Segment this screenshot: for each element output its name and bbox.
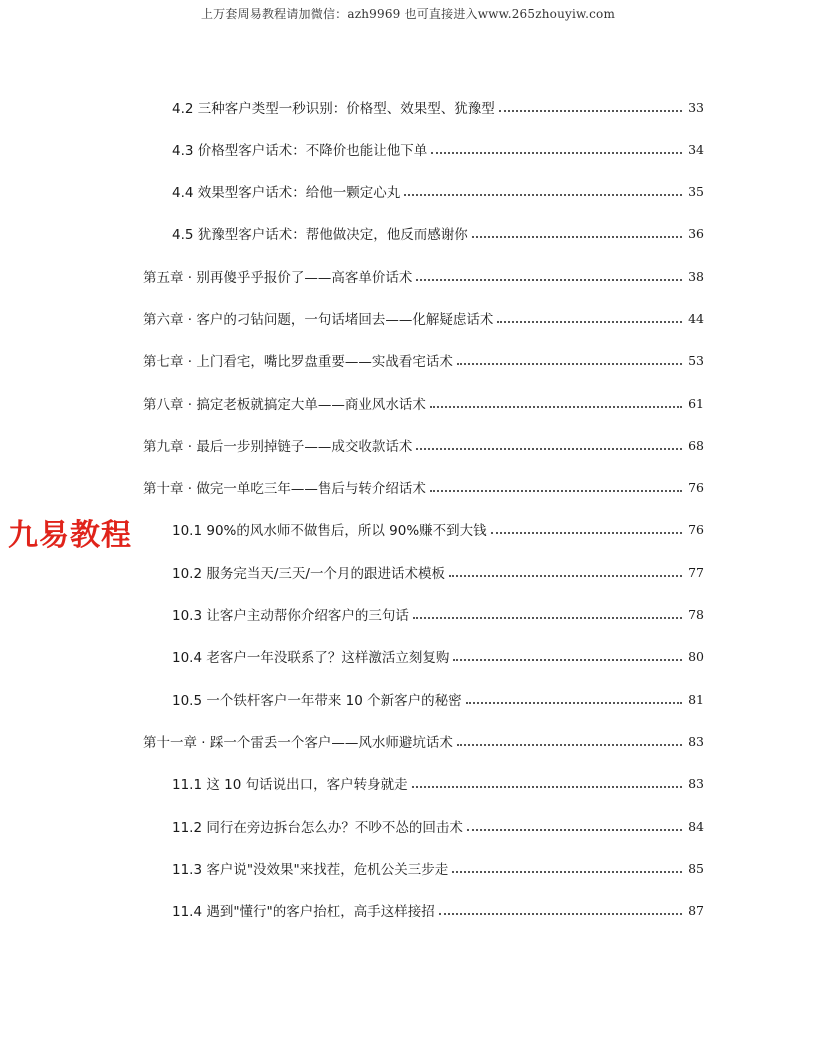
toc-dot-leader — [452, 871, 682, 873]
toc-dot-leader — [404, 194, 682, 196]
toc-entry[interactable] — [143, 265, 704, 287]
toc-entry-page: 84 — [688, 818, 704, 834]
toc-dot-leader — [467, 829, 682, 831]
toc-dot-leader — [431, 152, 682, 154]
toc-dot-leader — [430, 490, 682, 492]
toc-entry-title: 11.2 同行在旁边拆台怎么办？不吵不怂的回击术 — [172, 820, 463, 836]
toc-dot-leader — [472, 236, 682, 238]
toc-entry[interactable] — [143, 476, 704, 498]
toc-entry-title: 11.1 这 10 句话说出口，客户转身就走 — [172, 777, 408, 793]
toc-entry-title: 4.2 三种客户类型一秒识别：价格型、效果型、犹豫型 — [172, 101, 495, 117]
toc-entry[interactable] — [172, 180, 704, 202]
toc-entry-page: 76 — [688, 479, 704, 495]
toc-entry-page: 77 — [688, 564, 704, 580]
watermark-logo: 九易教程 — [8, 518, 132, 553]
toc-entry-title: 第七章 · 上门看宅，嘴比罗盘重要——实战看宅话术 — [143, 354, 453, 370]
toc-entry-title: 4.3 价格型客户话术：不降价也能让他下单 — [172, 143, 428, 159]
toc-entry[interactable] — [172, 518, 704, 540]
toc-dot-leader — [413, 617, 682, 619]
toc-entry-page: 34 — [688, 141, 704, 157]
toc-dot-leader — [416, 448, 682, 450]
toc-entry[interactable] — [172, 645, 704, 667]
toc-entry-title: 第九章 · 最后一步别掉链子——成交收款话术 — [143, 439, 413, 455]
toc-entry[interactable] — [172, 899, 704, 921]
toc-dot-leader — [457, 363, 682, 365]
toc-entry[interactable] — [172, 857, 704, 879]
toc-dot-leader — [491, 532, 682, 534]
toc-dot-leader — [439, 913, 682, 915]
toc-entry-page: 33 — [688, 99, 704, 115]
toc-dot-leader — [430, 406, 682, 408]
toc-entry-page: 44 — [688, 310, 704, 326]
toc-entry-title: 10.1 90%的风水师不做售后，所以 90%赚不到大钱 — [172, 523, 487, 539]
toc-dot-leader — [449, 575, 682, 577]
toc-entry-title: 第六章 · 客户的刁钻问题，一句话堵回去——化解疑虑话术 — [143, 312, 494, 328]
toc-entry[interactable] — [172, 138, 704, 160]
toc-entry-page: 76 — [688, 521, 704, 537]
toc-entry-page: 61 — [688, 395, 704, 411]
toc-entry[interactable] — [172, 603, 704, 625]
toc-entry[interactable] — [172, 772, 704, 794]
toc-entry[interactable] — [172, 815, 704, 837]
toc-entry[interactable] — [143, 307, 704, 329]
toc-entry-title: 10.4 老客户一年没联系了？这样激活立刻复购 — [172, 650, 450, 666]
toc-entry-page: 80 — [688, 648, 704, 664]
toc-dot-leader — [412, 786, 682, 788]
toc-entry[interactable] — [172, 688, 704, 710]
toc-entry-title: 第十章 · 做完一单吃三年——售后与转介绍话术 — [143, 481, 426, 497]
toc-entry-page: 78 — [688, 606, 704, 622]
toc-entry[interactable] — [172, 96, 704, 118]
toc-dot-leader — [457, 744, 682, 746]
toc-entry-title: 第十一章 · 踩一个雷丢一个客户——风水师避坑话术 — [143, 735, 453, 751]
toc-entry-title: 4.5 犹豫型客户话术：帮他做决定，他反而感谢你 — [172, 227, 468, 243]
toc-entry-page: 83 — [688, 733, 704, 749]
toc-entry-page: 36 — [688, 225, 704, 241]
toc-entry[interactable] — [172, 222, 704, 244]
toc-entry-page: 87 — [688, 902, 704, 918]
toc-entry-title: 第八章 · 搞定老板就搞定大单——商业风水话术 — [143, 397, 426, 413]
toc-entry-page: 83 — [688, 775, 704, 791]
toc-entry-title: 10.2 服务完当天/三天/一个月的跟进话术模板 — [172, 566, 445, 582]
toc-entry-title: 10.3 让客户主动帮你介绍客户的三句话 — [172, 608, 409, 624]
toc-entry-page: 38 — [688, 268, 704, 284]
toc-entry-page: 68 — [688, 437, 704, 453]
toc-dot-leader — [466, 702, 682, 704]
toc-entry-page: 35 — [688, 183, 704, 199]
toc-entry-title: 11.3 客户说"没效果"来找茬，危机公关三步走 — [172, 862, 449, 878]
toc-dot-leader — [499, 110, 682, 112]
toc-dot-leader — [453, 659, 682, 661]
page-header: 上万套周易教程请加微信：azh9969 也可直接进入www.265zhouyiw.com — [200, 7, 616, 21]
toc-dot-leader — [497, 321, 682, 323]
toc-entry[interactable] — [172, 561, 704, 583]
toc-entry[interactable] — [143, 434, 704, 456]
toc-entry-title: 第五章 · 别再傻乎乎报价了——高客单价话术 — [143, 270, 413, 286]
toc-dot-leader — [416, 279, 682, 281]
toc-entry-page: 85 — [688, 860, 704, 876]
toc-entry[interactable] — [143, 349, 704, 371]
toc-entry[interactable] — [143, 392, 704, 414]
toc-entry-title: 4.4 效果型客户话术：给他一颗定心丸 — [172, 185, 401, 201]
toc-entry-title: 11.4 遇到"懂行"的客户抬杠，高手这样接招 — [172, 904, 435, 920]
toc-entry-page: 81 — [688, 691, 704, 707]
toc-entry[interactable] — [143, 730, 704, 752]
toc-entry-title: 10.5 一个铁杆客户一年带来 10 个新客户的秘密 — [172, 693, 462, 709]
toc-entry-page: 53 — [688, 352, 704, 368]
